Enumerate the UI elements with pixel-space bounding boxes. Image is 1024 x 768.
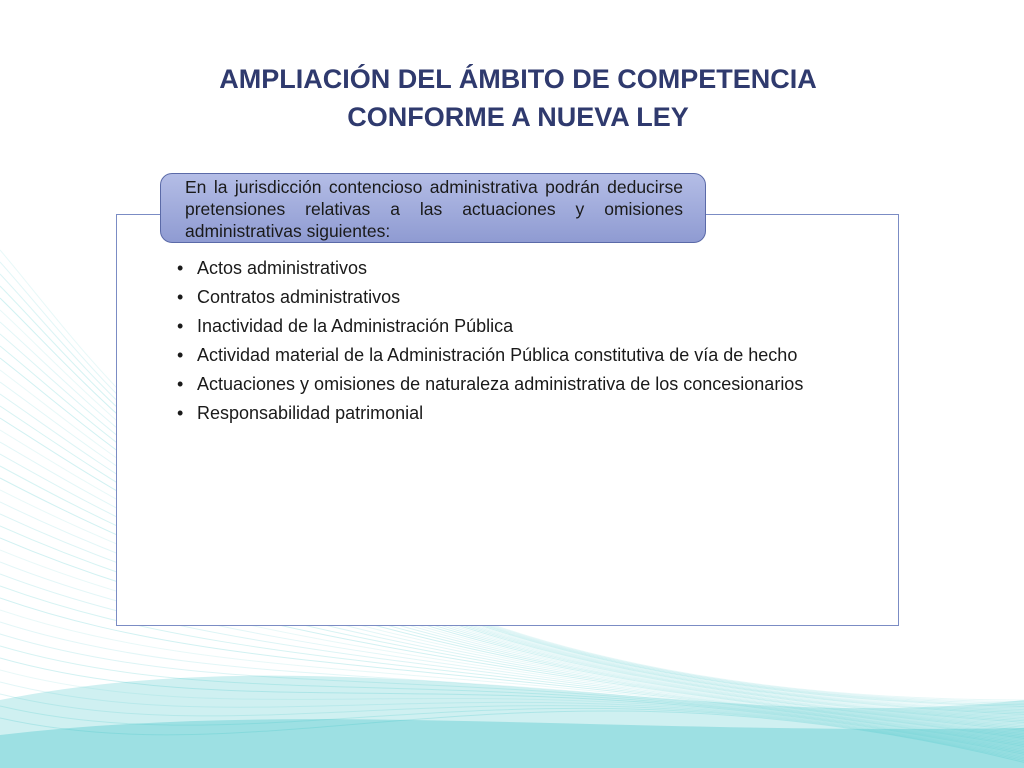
list-item <box>175 285 855 310</box>
list-item <box>175 401 855 426</box>
callout-header: En la jurisdicción contencioso administrativa podrán deducirse pretensiones relativas a las actuaciones y omisiones administrativas siguientes: <box>160 173 706 243</box>
list-item <box>175 343 855 368</box>
list-item <box>175 372 855 397</box>
slide-title-line-2: CONFORME A NUEVA LEY <box>347 102 689 132</box>
list-item-text: Responsabilidad patrimonial <box>197 403 424 423</box>
list-item-text: Actos administrativos <box>197 258 368 278</box>
bullet-glyph: • <box>177 374 184 394</box>
list-item-text: Actividad material de la Administración Pública constitutiva de vía de hecho <box>197 345 798 365</box>
slide-title-line-1: AMPLIACIÓN DEL ÁMBITO DE COMPETENCIA <box>219 64 817 94</box>
list-item-text: Actuaciones y omisiones de naturaleza administrativa de los concesionarios <box>197 374 804 394</box>
list-item <box>175 314 855 339</box>
bullet-glyph: • <box>177 258 184 278</box>
bullet-glyph: • <box>177 287 184 307</box>
bullet-glyph: • <box>177 403 184 423</box>
list-item-text: Inactividad de la Administración Pública <box>197 316 514 336</box>
bullet-glyph: • <box>177 316 184 336</box>
bullet-list <box>175 256 855 430</box>
slide-title <box>120 60 916 136</box>
list-item-text: Contratos administrativos <box>197 287 401 307</box>
bullet-glyph: • <box>177 345 184 365</box>
list-item <box>175 256 855 281</box>
